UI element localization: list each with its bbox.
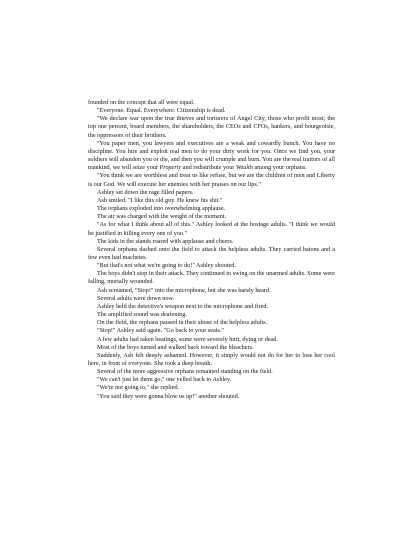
paragraph: The orphans exploded into overwhelming applause. xyxy=(97,205,226,213)
paragraph: Several of the more aggressive orphans remained standing on the field. xyxy=(97,368,273,376)
paragraph: "Everyone. Equal. Everywhere. Citizenship is dead. xyxy=(97,107,226,115)
paragraph: "As for what I think about all of this." Ashley looked at the hostage adults. "I think we would be justified in killing every one of you." xyxy=(88,221,335,237)
paragraph: "Stop!" Ashley said again. "Go back to your seats." xyxy=(97,327,224,335)
paragraph: The amplified sound was deafening. xyxy=(97,311,187,319)
paragraph: A few adults had taken beatings, some were severely hurt, dying or dead. xyxy=(97,335,278,343)
paragraph: Several orphans dashed onto the field to attack the helpless adults. They carried batons and a few even had machetes. xyxy=(88,245,335,261)
paragraph: Ash screamed, "Stop!" into the microphone, but she was barely heard. xyxy=(97,286,271,294)
paragraph: Several adults were down now. xyxy=(97,294,175,302)
paragraph: Suddenly, Ash felt deeply ashamed. However, it simply would not do for her to lose her cool here, in front of everyone. She took a deep breath. xyxy=(88,351,335,367)
paragraph: "We declare war upon the true thieves and torturers of Angel City, those who profit most; the top one percent, board members, the shareholders, the CEOs and CFOs, bankers, and bourgeoisie, the oppressors of their brothers. xyxy=(88,115,335,139)
paragraph: "You said they were gonna blow us up!" another shouted. xyxy=(97,392,240,400)
paragraph: founded on the concept that all were equal. xyxy=(88,99,195,106)
paragraph: "We're not going to," she replied. xyxy=(97,384,180,392)
paragraph: Ash smiled. "I like this old guy. He knew his shit." xyxy=(97,196,223,204)
paragraph: "We can't just let them go," one yelled back to Ashley. xyxy=(97,376,232,384)
paragraph: "But that's not what we're going to do!" Ashley shouted. xyxy=(97,262,236,270)
paragraph: "You think we are worthless and treat us like refuse, but we are the children of men and Liberty is our God. We will execute her enemies with her praises on our lips." xyxy=(88,172,335,188)
paragraph: On the field, the orphans paused in their abuse of the helpless adults. xyxy=(97,319,268,327)
paragraph: The kids in the stands roared with applause and cheers. xyxy=(97,237,234,245)
paragraph: The air was charged with the weight of the moment. xyxy=(97,213,227,221)
paragraph: The boys didn't stop in their attack. They continued to swing on the unarmed adults. Some were falling, mortally wounded. xyxy=(88,270,335,286)
paragraph-property-wealth: "You paper men, you lawyers and executives are a weak and cowardly bunch. You have no discipline. You hire and exploit real men to do your dirty work for you. Once we find you, your soldiers will abandon you or die, and then you will crumple and burn. You are the real traitors of all mankind, we will seize your Property and redistribute your Wealth among your orphans. xyxy=(88,139,335,172)
paragraph: Ashley set down the rage filled papers. xyxy=(97,188,194,196)
paragraph: Ashley held the detective's weapon next to the microphone and fired. xyxy=(97,302,269,310)
paragraph: Most of the boys turned and walked back toward the bleachers. xyxy=(97,343,254,351)
body-text xyxy=(88,99,335,401)
